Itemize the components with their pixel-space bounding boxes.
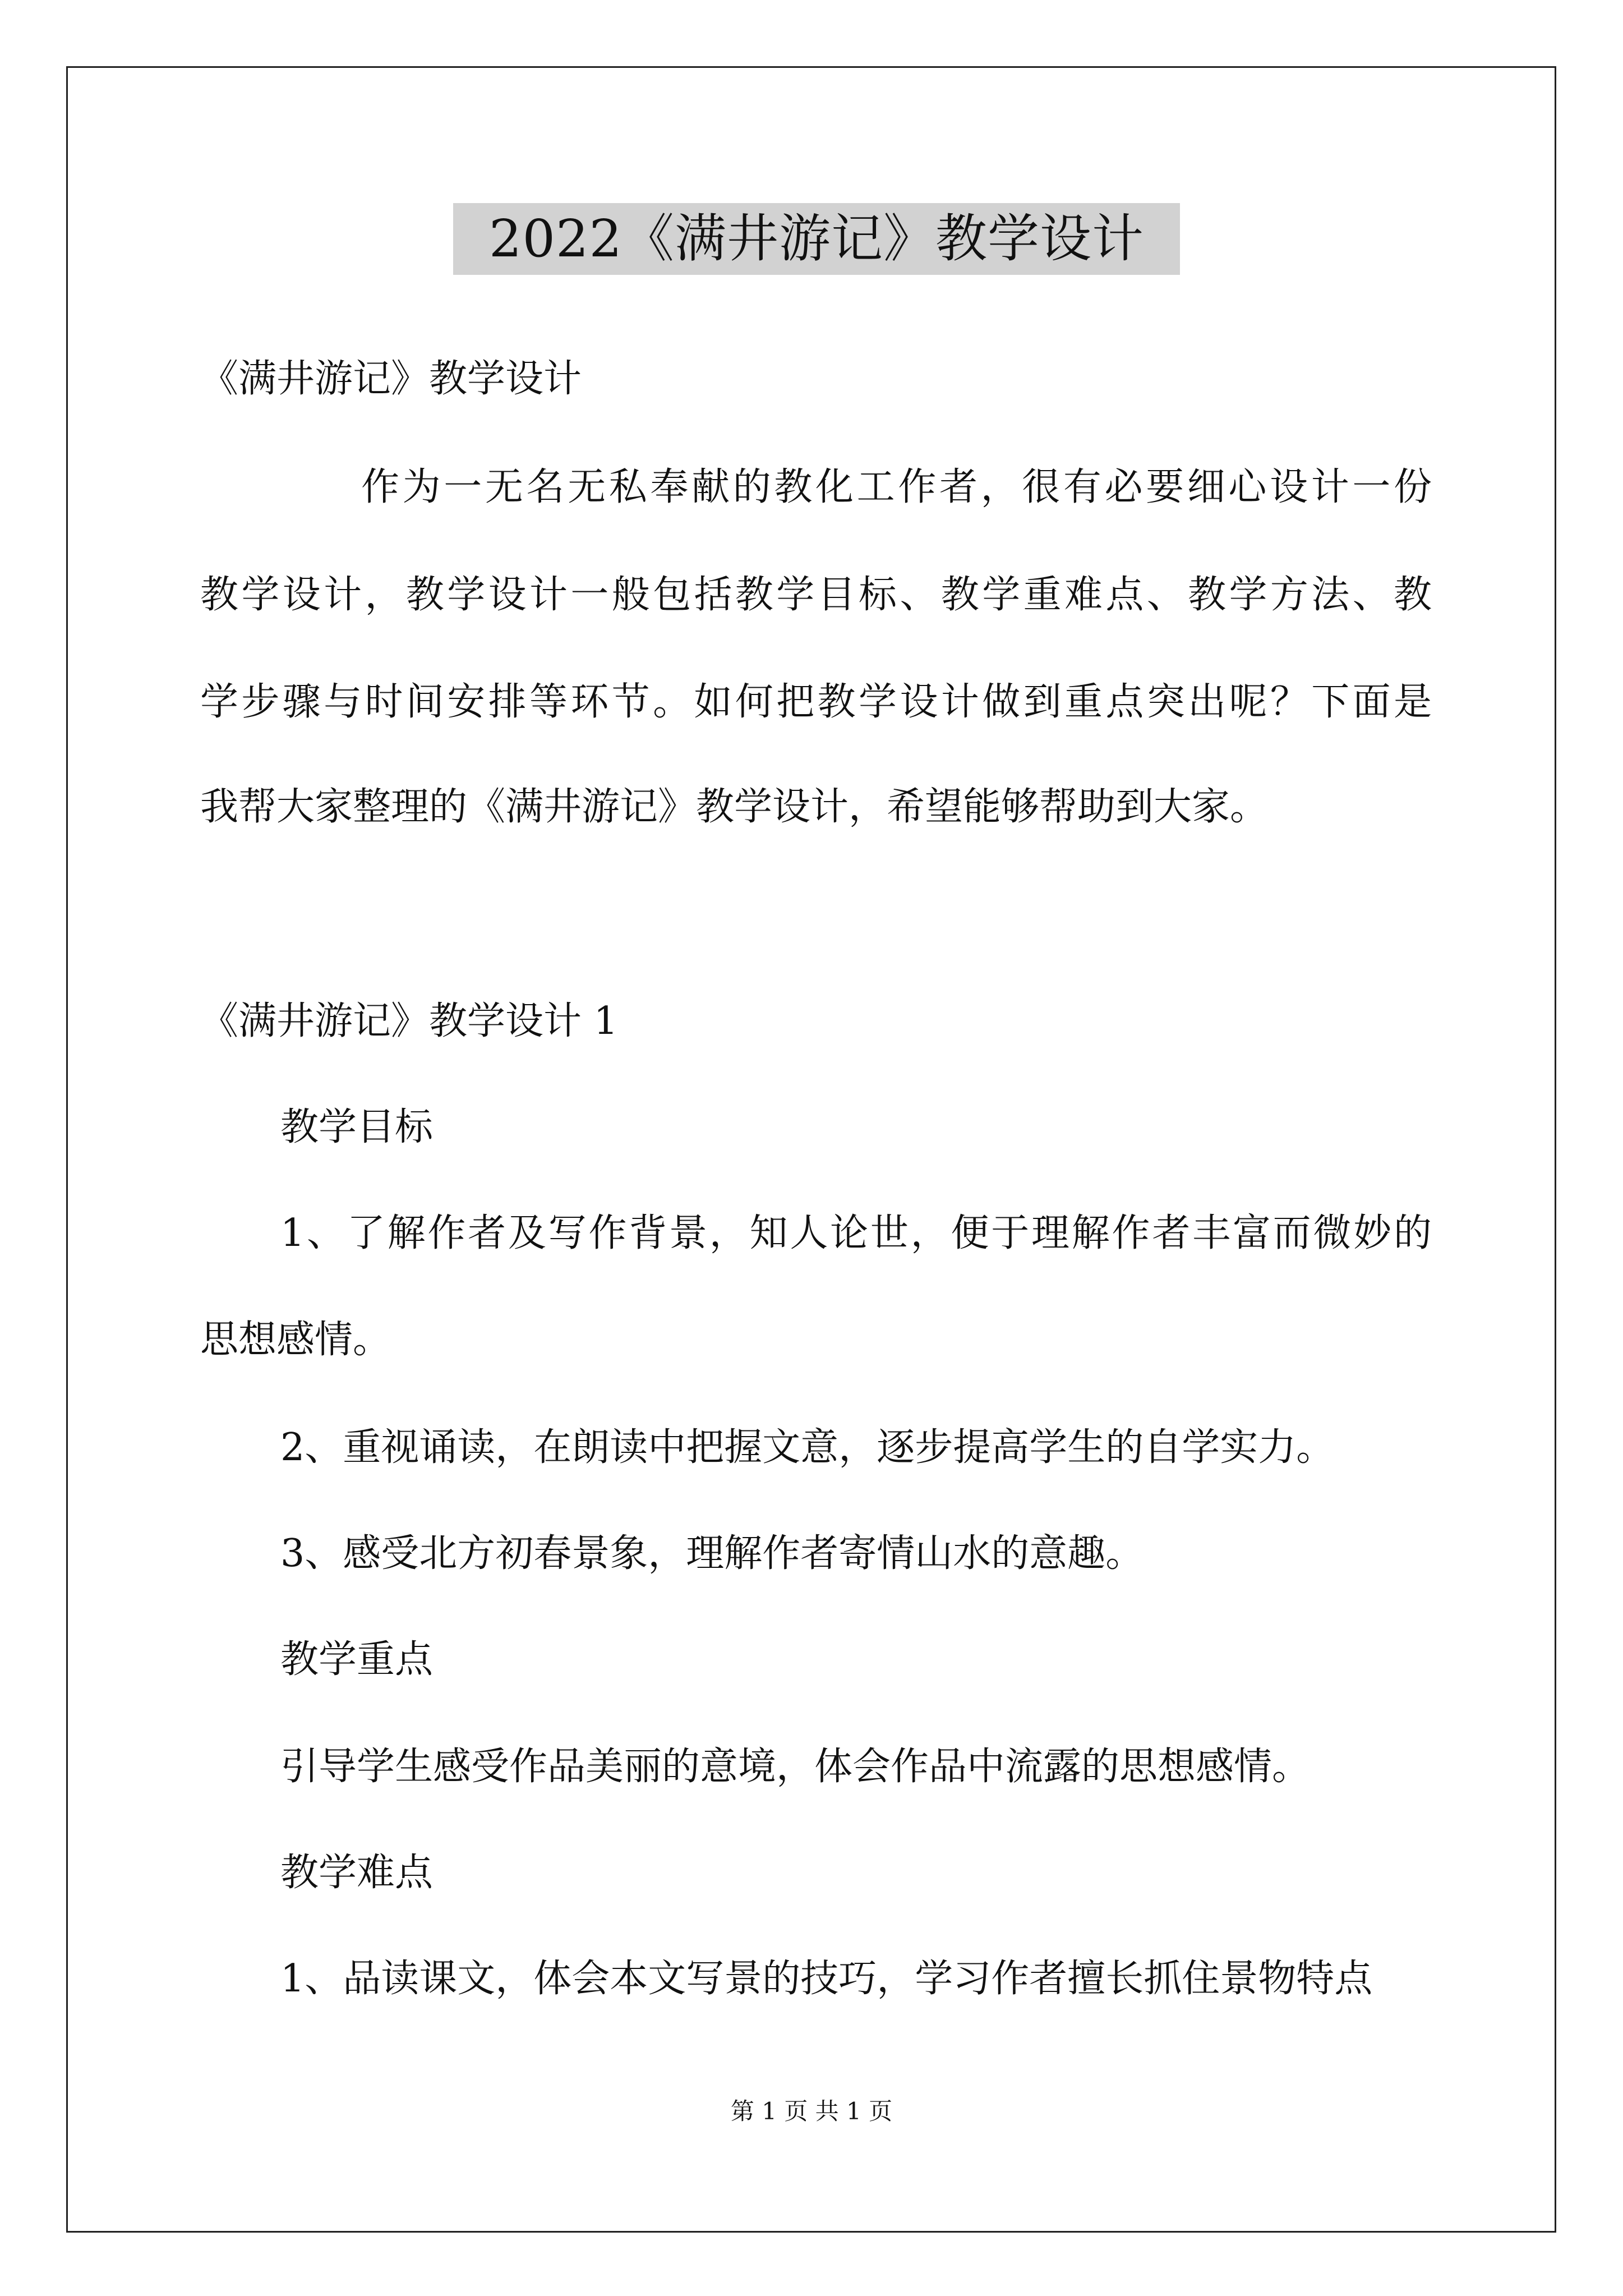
goal-3: 3、感受北方初春景象，理解作者寄情山水的意趣。 xyxy=(280,1531,1144,1576)
section-title: 《满井游记》教学设计 1 xyxy=(200,999,618,1043)
difficulty-1: 1、品读课文，体会本文写景的技巧，学习作者擅长抓住景物特点 xyxy=(280,1957,1373,2001)
intro-line-4: 我帮大家整理的《满井游记》教学设计，希望能够帮助到大家。 xyxy=(200,785,1269,829)
intro-line-3: 学步骤与时间安排等环节。如何把教学设计做到重点突出呢？下面是 xyxy=(200,680,1432,724)
goal-1-line-2: 思想感情。 xyxy=(200,1318,391,1362)
document-title: 2022《满井游记》教学设计 xyxy=(488,209,1145,269)
goal-1-line-1: 1、了解作者及写作背景，知人论世，便于理解作者丰富而微妙的 xyxy=(280,1211,1432,1255)
key-text: 引导学生感受作品美丽的意境，体会作品中流露的思想感情。 xyxy=(280,1745,1311,1789)
page-number: 第 1 页 共 1 页 xyxy=(730,2097,893,2125)
intro-line-1: 作为一无名无私奉献的教化工作者，很有必要细心设计一份 xyxy=(361,465,1432,509)
goals-heading: 教学目标 xyxy=(280,1105,434,1149)
key-heading: 教学重点 xyxy=(280,1637,434,1682)
title-highlight xyxy=(453,203,1180,275)
document-subtitle: 《满井游记》教学设计 xyxy=(200,357,582,401)
goal-2: 2、重视诵读，在朗读中把握文意，逐步提高学生的自学实力。 xyxy=(280,1425,1335,1470)
difficulty-heading: 教学难点 xyxy=(280,1851,434,1895)
intro-line-2: 教学设计，教学设计一般包括教学目标、教学重难点、教学方法、教 xyxy=(200,573,1432,617)
